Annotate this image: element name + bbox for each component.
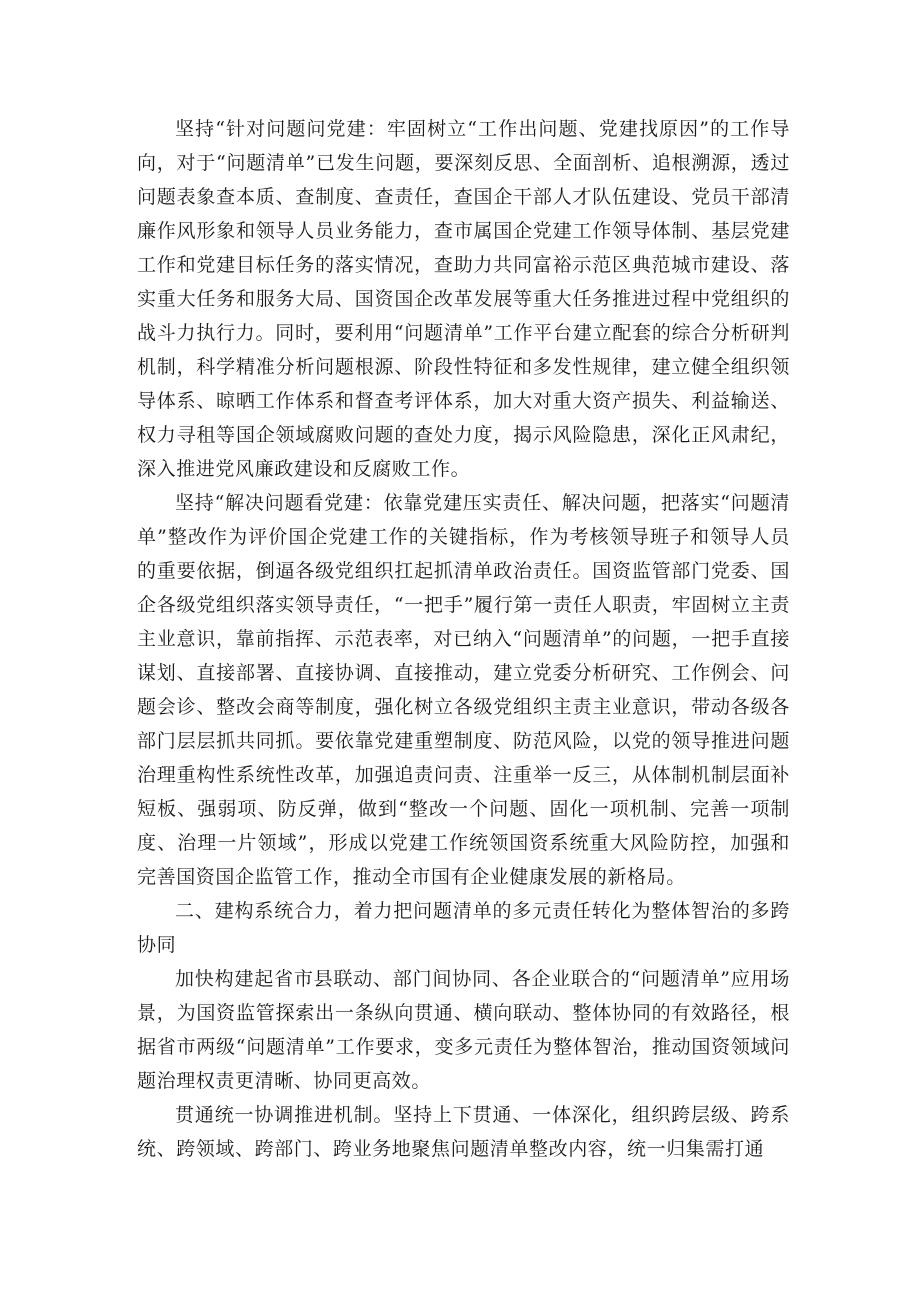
paragraph-4: 贯通统一协调推进机制。坚持上下贯通、一体深化，组织跨层级、跨系统、跨领域、跨部门、跨业务地聚焦问题清单整改内容，统一归集需打通 <box>137 1104 790 1160</box>
section-heading: 二、建构系统合力，着力把问题清单的多元责任转化为整体智治的多跨协同 <box>137 900 790 956</box>
paragraph-3: 加快构建起省市县联动、部门间协同、各企业联合的“问题清单”应用场景，为国资监管探索出一条纵向贯通、横向联动、整体协同的有效路径，根据省市两级“问题清单”工作要求，变多元责任为整体智治，推动国资领域问题治理权责更清晰、协同更高效。 <box>137 968 790 1092</box>
paragraph-1: 坚持“针对问题问党建：牢固树立“工作出问题、党建找原因”的工作导向，对于“问题清单”已发生问题，要深刻反思、全面剖析、追根溯源，透过问题表象查本质、查制度、查责任，查国企干部人才队伍建设、党员干部清廉作风形象和领导人员业务能力，查市属国企党建工作领导体制、基层党建工作和党建目标任务的落实情况，查助力共同富裕示范区典范城市建设、落实重大任务和服务大局、国资国企改革发展等重大任务推进过程中党组织的战斗力执行力。同时，要利用“问题清单”工作平台建立配套的综合分析研判机制，科学精准分析问题根源、阶段性特征和多发性规律，建立健全组织领导体系、晾晒工作体系和督查考评体系，加大对重大资产损失、利益输送、权力寻租等国企领域腐败问题的查处力度，揭示风险隐患，深化正风肃纪，深入推进党风廉政建设和反腐败工作。 <box>137 118 790 480</box>
document-body <box>137 112 790 1166</box>
paragraph-2: 坚持“解决问题看党建：依靠党建压实责任、解决问题，把落实“问题清单”整改作为评价国企党建工作的关键指标，作为考核领导班子和领导人员的重要依据，倒逼各级党组织扛起抓清单政治责任。国资监管部门党委、国企各级党组织落实领导责任，“一把手”履行第一责任人职责，牢固树立主责主业意识，靠前指挥、示范表率，对已纳入“问题清单”的问题，一把手直接谋划、直接部署、直接协调、直接推动，建立党委分析研究、工作例会、问题会诊、整改会商等制度，强化树立各级党组织主责主业意识，带动各级各部门层层抓共同抓。要依靠党建重塑制度、防范风险，以党的领导推进问题治理重构性系统性改革，加强追责问责、注重举一反三，从体制机制层面补短板、强弱项、防反弹，做到“整改一个问题、固化一项机制、完善一项制度、治理一片领域”，形成以党建工作统领国资系统重大风险防控，加强和完善国资国企监管工作，推动全市国有企业健康发展的新格局。 <box>137 492 790 888</box>
